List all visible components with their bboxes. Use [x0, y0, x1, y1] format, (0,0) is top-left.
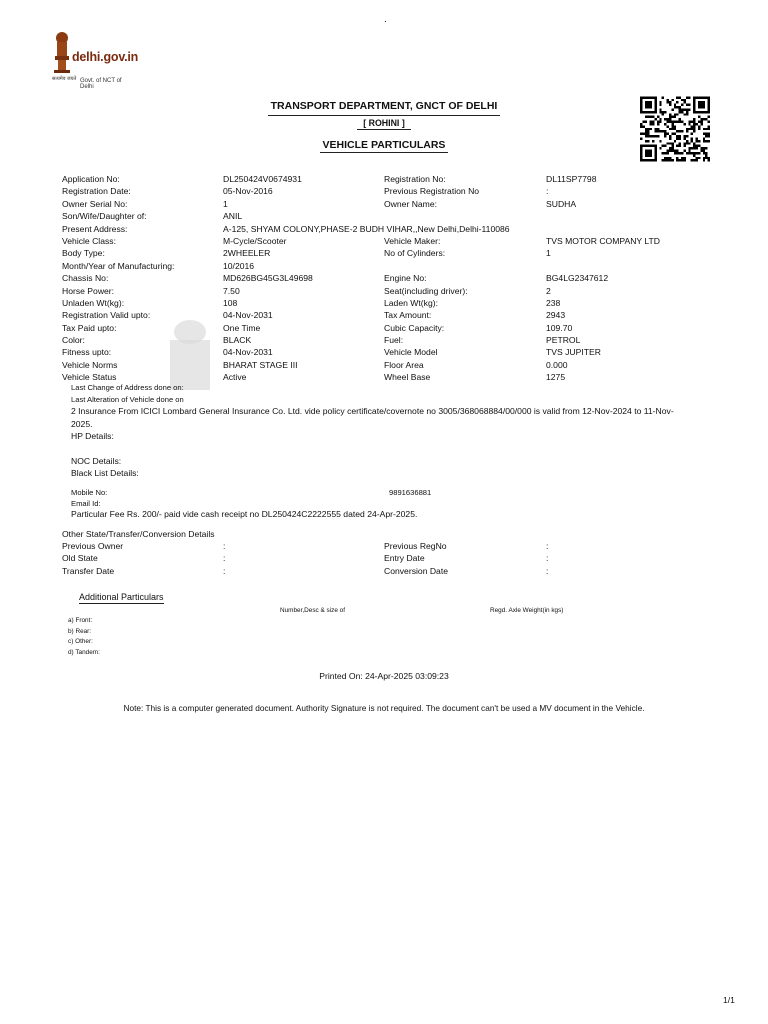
title-underline — [320, 152, 448, 153]
particulars-row — [62, 286, 742, 298]
field-label: Fitness upto: — [62, 347, 112, 358]
field-label: Month/Year of Manufacturing: — [62, 260, 175, 271]
field-label: Tax Paid upto: — [62, 322, 117, 333]
field-label: Laden Wt(kg): — [384, 297, 438, 308]
printed-on: Printed On: 24-Apr-2025 03:09:23 — [319, 671, 449, 681]
field-label: Cubic Capacity: — [384, 322, 445, 333]
particulars-row — [62, 199, 742, 211]
field-label: Registration No: — [384, 174, 446, 184]
particulars-row — [62, 174, 742, 186]
region-heading: [ ROHINI ] — [363, 118, 405, 128]
field-label: Seat(including driver): — [384, 285, 468, 296]
field-label: Previous RegNo — [384, 541, 447, 551]
logo-text: delhi.gov.in — [72, 50, 139, 64]
field-label: No of Cylinders: — [384, 248, 446, 259]
field-label: Fuel: — [384, 335, 404, 346]
field-label: Owner Serial No: — [62, 198, 128, 209]
other-state-row — [62, 541, 742, 553]
additional-items-list — [68, 617, 100, 659]
field-value: ANIL — [223, 211, 243, 222]
field-value: 05-Nov-2016 — [223, 186, 273, 197]
other-state-row — [62, 566, 742, 578]
field-value: 1 — [223, 198, 228, 209]
field-value: BLACK — [223, 335, 252, 346]
particulars-row — [62, 323, 742, 335]
field-value: : — [546, 553, 549, 564]
field-label: Application No: — [62, 174, 120, 184]
other-state-table — [62, 541, 742, 578]
field-value: Active — [223, 372, 247, 383]
field-label: Transfer Date — [62, 565, 115, 576]
field-value: 7.50 — [223, 285, 240, 296]
field-value: 04-Nov-2031 — [223, 310, 273, 321]
top-dot: . — [384, 14, 387, 25]
field-value: 1275 — [546, 372, 566, 383]
field-label: Vehicle Class: — [62, 235, 116, 246]
field-value: 2943 — [546, 310, 566, 321]
vehicle-particulars-table — [62, 174, 742, 385]
particulars-row — [62, 273, 742, 285]
field-value: MD626BG45G3L49698 — [223, 273, 313, 284]
address-change-note: Last Change of Address done on: — [71, 383, 184, 392]
footer-note: Note: This is a computer generated document. Authority Signature is not required. The document can't be used a MV document in the Vehicle. — [123, 703, 645, 713]
alteration-note: Last Alteration of Vehicle done on — [71, 395, 184, 404]
particulars-row — [62, 211, 742, 223]
field-value: DL11SP7798 — [546, 174, 597, 184]
particulars-row — [62, 248, 742, 260]
field-value: 04-Nov-2031 — [223, 347, 273, 358]
field-label: Chassis No: — [62, 273, 109, 284]
field-label: Registration Valid upto: — [62, 310, 151, 321]
particulars-row — [62, 261, 742, 273]
particulars-row — [62, 236, 742, 248]
particulars-row — [62, 335, 742, 347]
field-label: Wheel Base — [384, 372, 431, 383]
field-value: 109.70 — [546, 322, 573, 333]
field-value: 2 — [546, 285, 551, 296]
field-label: Previous Registration No — [384, 186, 480, 197]
additional-col-number: Number,Desc & size of — [280, 607, 345, 614]
field-value: One Time — [223, 322, 261, 333]
field-label: Color: — [62, 335, 85, 346]
particulars-row — [62, 298, 742, 310]
field-value: : — [223, 565, 226, 576]
field-label: Previous Owner — [62, 541, 124, 551]
particulars-row — [62, 347, 742, 359]
additional-item: b) Rear: — [68, 627, 92, 635]
field-value: : — [223, 553, 226, 564]
field-label: Vehicle Status — [62, 372, 117, 383]
field-label: Engine No: — [384, 273, 427, 284]
field-value: : — [546, 541, 549, 551]
field-label: Owner Name: — [384, 198, 438, 209]
field-value: : — [546, 186, 549, 197]
insurance-line-2: 2025. — [71, 419, 93, 429]
field-value: M-Cycle/Scooter — [223, 235, 287, 246]
field-value: TVS MOTOR COMPANY LTD — [546, 235, 660, 246]
particulars-row — [62, 360, 742, 372]
particular-fee-note: Particular Fee Rs. 200/- paid vide cash receipt no DL250424C2222555 dated 24-Apr-2025. — [71, 509, 418, 519]
field-label: Conversion Date — [384, 565, 449, 576]
field-label: Vehicle Maker: — [384, 235, 441, 246]
field-label: Old State — [62, 553, 98, 564]
field-value: DL250424V0674931 — [223, 174, 302, 184]
field-value: SUDHA — [546, 198, 577, 209]
field-value: A-125, SHYAM COLONY,PHASE-2 BUDH VIHAR,,New Delhi,Delhi-110086 — [223, 223, 510, 234]
noc-details: NOC Details: — [71, 456, 122, 466]
particulars-row — [62, 186, 742, 198]
field-value: 0.000 — [546, 359, 568, 370]
additional-item: d) Tandem: — [68, 648, 100, 656]
field-label: Tax Amount: — [384, 310, 432, 321]
additional-item: a) Front: — [68, 617, 93, 624]
field-value: : — [223, 541, 226, 551]
field-value: TVS JUPITER — [546, 347, 601, 358]
other-state-row — [62, 553, 742, 565]
hp-details: HP Details: — [71, 431, 114, 441]
field-value: BHARAT STAGE III — [223, 359, 298, 370]
email-label: Email Id: — [71, 499, 101, 508]
particulars-row — [62, 310, 742, 322]
field-value: 1 — [546, 248, 551, 259]
mobile-value: 9891636881 — [389, 488, 432, 497]
document-title: VEHICLE PARTICULARS — [322, 139, 446, 151]
field-value: 2WHEELER — [223, 248, 271, 259]
additional-item: c) Other: — [68, 638, 93, 645]
national-emblem-icon — [52, 30, 72, 76]
field-label: Unladen Wt(kg): — [62, 297, 125, 308]
heading-underline — [268, 115, 500, 116]
mobile-label: Mobile No: — [71, 488, 108, 497]
logo-motto: सत्यमेव जयते — [52, 76, 77, 82]
field-value: 238 — [546, 297, 561, 308]
field-label: Present Address: — [62, 223, 128, 234]
field-label: Vehicle Norms — [62, 359, 118, 370]
field-value: 10/2016 — [223, 260, 255, 271]
additional-particulars-title: Additional Particulars — [79, 592, 164, 602]
field-label: Body Type: — [62, 248, 105, 259]
particulars-row — [62, 224, 742, 236]
field-label: Son/Wife/Daughter of: — [62, 211, 147, 222]
field-value: : — [546, 565, 549, 576]
field-label: Vehicle Model — [384, 347, 438, 358]
delhi-gov-logo — [52, 30, 139, 90]
field-value: 108 — [223, 297, 238, 308]
region-underline — [357, 129, 411, 130]
logo-subtitle: Govt. of NCT of Delhi — [80, 78, 122, 90]
department-heading: TRANSPORT DEPARTMENT, GNCT OF DELHI — [270, 100, 498, 112]
additional-col-axle: Regd. Axle Weight(in kgs) — [490, 607, 564, 614]
field-label: Horse Power: — [62, 285, 115, 296]
field-label: Registration Date: — [62, 186, 131, 197]
field-label: Entry Date — [384, 553, 425, 564]
field-value: PETROL — [546, 335, 581, 346]
field-label: Floor Area — [384, 359, 424, 370]
page-number: 1/1 — [723, 995, 735, 1005]
blacklist-details: Black List Details: — [71, 468, 139, 478]
other-state-title: Other State/Transfer/Conversion Details — [62, 529, 215, 539]
field-value: BG4LG2347612 — [546, 273, 609, 284]
insurance-line-1: 2 Insurance From ICICI Lombard General Insurance Co. Ltd. vide policy certificate/covernote no 3005/368068884/00/000 is valid from 12-Nov-2024 to 11-Nov- — [71, 406, 674, 416]
